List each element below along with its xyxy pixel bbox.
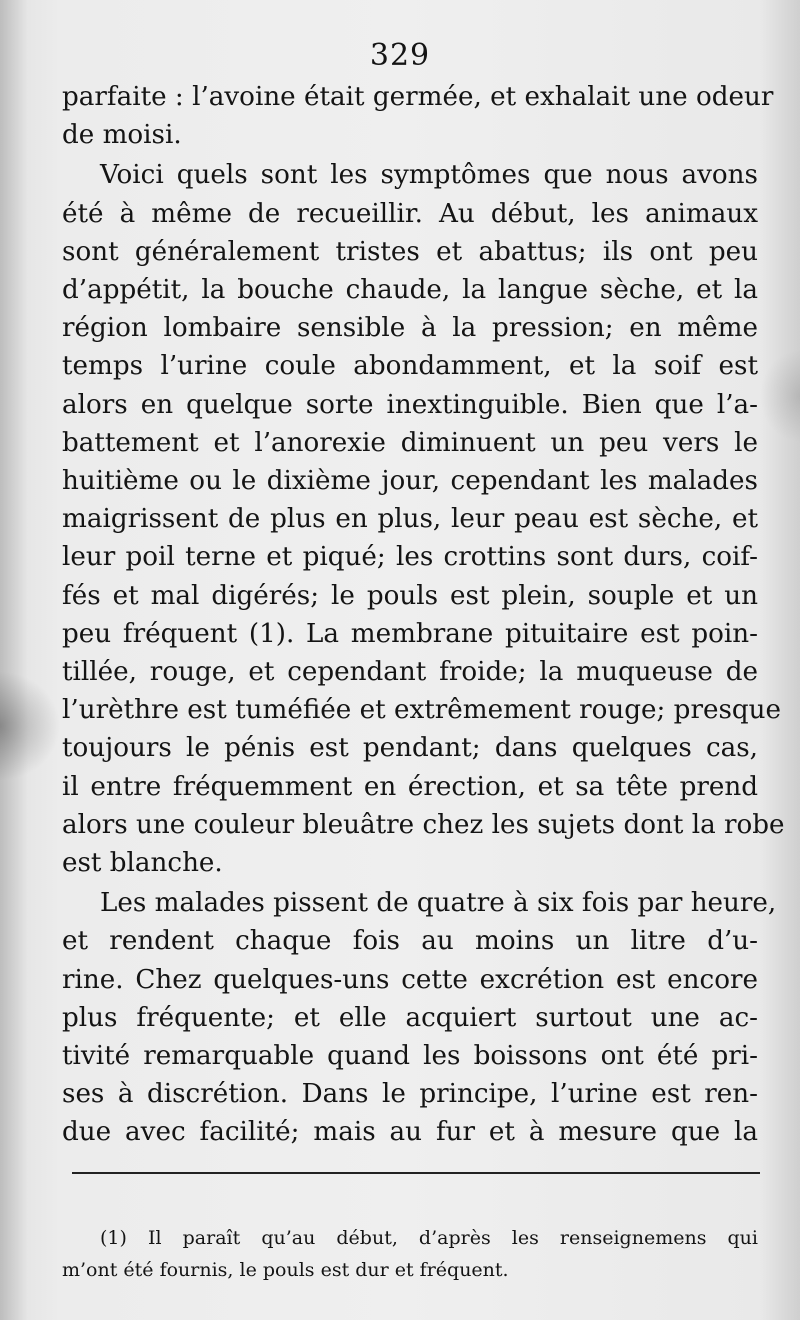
text-line: rine. Chez quelques-uns cette excrétion est encore [62,964,758,995]
footnote [62,1222,758,1286]
text-line: Les malades pissent de quatre à six fois par heure, [100,888,777,919]
footnote-divider [72,1172,760,1174]
paragraph [62,78,774,154]
text-line: alors une couleur bleuâtre chez les sujets dont la robe [62,809,785,840]
paragraph [62,884,777,1151]
text-line: huitième ou le dixième jour, cependant les malades [62,466,758,497]
footnote-line: m’ont été fournis, le pouls est dur et fréquent. [62,1259,509,1281]
page-number: 329 [369,38,431,73]
text-line: il entre fréquemment en érection, et sa tête prend [62,771,758,802]
text-line: est blanche. [62,848,223,879]
text-line: temps l’urine coule abondamment, et la soif est [62,351,758,382]
text-line: leur poil terne et piqué; les crottins sont durs, coif- [62,542,758,573]
text-line: et rendent chaque fois au moins un litre d’u- [62,926,758,957]
text-line: toujours le pénis est pendant; dans quelques cas, [62,733,758,764]
paragraph [62,156,785,882]
text-line: fés et mal digérés; le pouls est plein, souple et un [62,580,758,611]
text-line: battement et l’anorexie diminuent un peu vers le [62,427,758,458]
text-line: tillée, rouge, et cependant froide; la muqueuse de [62,657,758,688]
footnote-line: (1) Il paraît qu’au début, d’après les renseignemens qui [100,1227,758,1249]
text-line: maigrissent de plus en plus, leur peau est sèche, et [62,504,758,535]
text-line: d’appétit, la bouche chaude, la langue sèche, et la [62,275,758,306]
text-line: Voici quels sont les symptômes que nous avons [100,160,758,191]
text-line: plus fréquente; et elle acquiert surtout une ac- [62,1002,758,1033]
text-line: été à même de recueillir. Au début, les animaux [62,198,758,229]
text-line: tivité remarquable quand les boissons ont été pri- [62,1041,758,1072]
text-line: région lombaire sensible à la pression; en même [62,313,758,344]
text-line: sont généralement tristes et abattus; ils ont peu [62,236,758,267]
text-line: parfaite : l’avoine était germée, et exhalait une odeur [62,82,774,112]
text-line: alors en quelque sorte inextinguible. Bien que l’a- [62,389,758,420]
text-line: de moisi. [62,120,182,151]
body-text [62,78,785,1154]
text-line: due avec facilité; mais au fur et à mesure que la [62,1117,758,1148]
text-line: l’urèthre est tuméfiée et extrêmement rouge; presque [62,695,782,726]
text-line: ses à discrétion. Dans le principe, l’urine est ren- [62,1079,758,1110]
text-line: peu fréquent (1). La membrane pituitaire est poin- [62,618,758,649]
